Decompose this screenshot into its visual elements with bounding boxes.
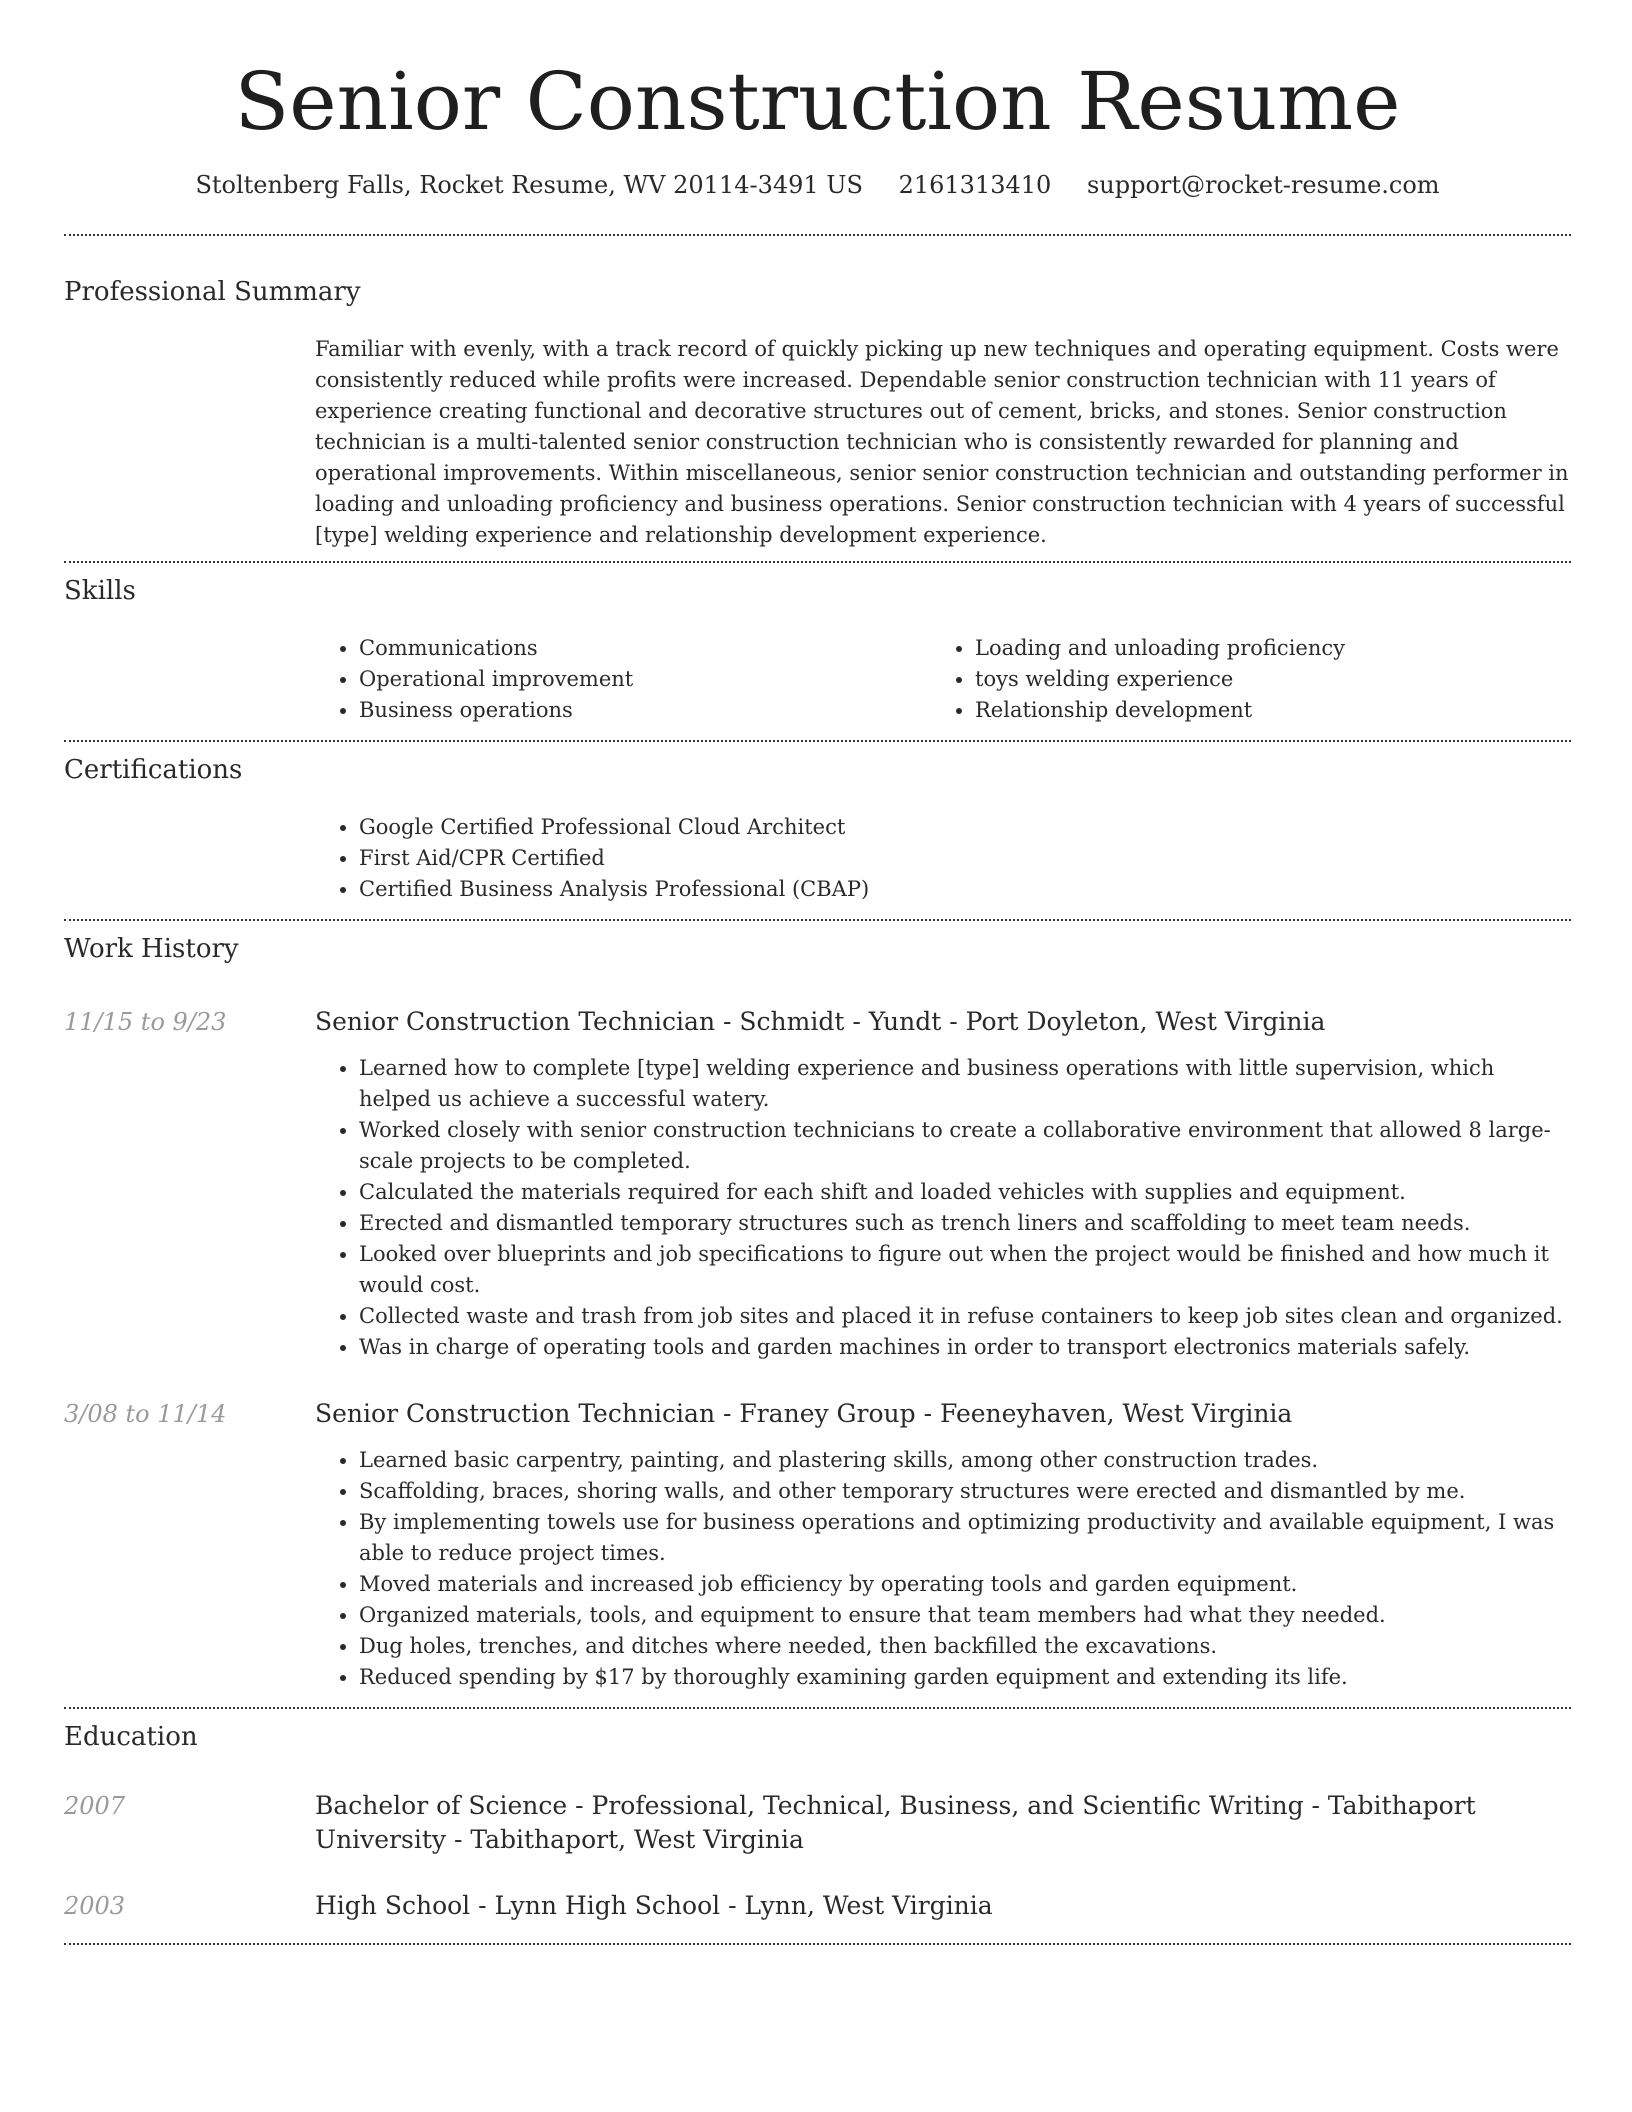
job-bullets [315, 1445, 1571, 1693]
job-bullet: • Erected and dismantled temporary structures such as trench liners and scaffolding to meet team needs. [359, 1208, 1571, 1239]
education-date: 2003 [64, 1892, 126, 1920]
job-date: 3/08 to 11/14 [64, 1400, 227, 1428]
job-bullet: • By implementing towels use for business operations and optimizing productivity and available equipment, I was able to reduce project times. [359, 1507, 1571, 1569]
skill-item: • Loading and unloading proficiency [975, 633, 1547, 664]
divider [64, 1707, 1571, 1709]
job-bullet: • Dug holes, trenches, and ditches where needed, then backfilled the excavations. [359, 1631, 1571, 1662]
contact-email: support@rocket-resume.com [1086, 171, 1440, 199]
certification-item: • Google Certified Professional Cloud Architect [359, 812, 1571, 843]
job-bullet: • Reduced spending by $17 by thoroughly examining garden equipment and extending its life. [359, 1662, 1571, 1693]
skill-item: • Relationship development [975, 695, 1547, 726]
job-bullet: • Calculated the materials required for each shift and loaded vehicles with supplies and equipment. [359, 1177, 1571, 1208]
education-date: 2007 [64, 1792, 126, 1820]
skills-list [315, 633, 1571, 726]
contact-address: Stoltenberg Falls, Rocket Resume, WV 20114-3491 US [195, 171, 863, 199]
divider [64, 919, 1571, 921]
divider [64, 234, 1571, 236]
contact-line [64, 170, 1571, 200]
education-entry [64, 1789, 1571, 1857]
job-bullet: • Scaffolding, braces, shoring walls, and other temporary structures were erected and dismantled by me. [359, 1476, 1571, 1507]
education-title: Bachelor of Science - Professional, Technical, Business, and Scientific Writing - Tabithaport University - Tabithaport, West Virginia [315, 1791, 1476, 1854]
certifications-heading: Certifications [64, 755, 243, 785]
certifications-list [315, 812, 1571, 905]
job-bullet: • Moved materials and increased job efficiency by operating tools and garden equipment. [359, 1569, 1571, 1600]
job-title: Senior Construction Technician - Schmidt - Yundt - Port Doyleton, West Virginia [315, 1007, 1326, 1036]
job-bullet: • Worked closely with senior construction technicians to create a collaborative environment that allowed 8 large-scale projects to be completed. [359, 1115, 1571, 1177]
contact-phone: 2161313410 [898, 171, 1052, 199]
certification-item: • Certified Business Analysis Professional (CBAP) [359, 874, 1571, 905]
skill-item: • Business operations [359, 695, 931, 726]
divider [64, 1943, 1571, 1945]
job-entry [64, 1397, 1571, 1431]
skills-column-left [315, 633, 931, 726]
skill-item: • toys welding experience [975, 664, 1547, 695]
divider [64, 561, 1571, 563]
summary-heading: Professional Summary [64, 277, 361, 307]
education-title: High School - Lynn High School - Lynn, West Virginia [315, 1891, 993, 1920]
job-title: Senior Construction Technician - Franey Group - Feeneyhaven, West Virginia [315, 1399, 1293, 1428]
job-date: 11/15 to 9/23 [64, 1008, 227, 1036]
resume-page [64, 0, 1571, 1945]
job-bullet: • Was in charge of operating tools and garden machines in order to transport electronics materials safely. [359, 1332, 1571, 1363]
education-heading: Education [64, 1722, 198, 1752]
skill-item: • Communications [359, 633, 931, 664]
job-bullets [315, 1053, 1571, 1363]
job-bullet: • Learned basic carpentry, painting, and plastering skills, among other construction trades. [359, 1445, 1571, 1476]
summary-text: Familiar with evenly, with a track record of quickly picking up new techniques and operating equipment. Costs were consistently reduced while profits were increased. Dependable senior construction technician with 11 years of experience creating functional and decorative structures out of cement, bricks, and stones. Senior construction technician is a multi-talented senior construction technician who is consistently rewarded for planning and operational improvements. Within miscellaneous, senior senior construction technician and outstanding performer in loading and unloading proficiency and business operations. Senior construction technician with 4 years of successful [type] welding experience and relationship development experience. [315, 337, 1569, 547]
education-entry [64, 1889, 1571, 1923]
skills-column-right [931, 633, 1547, 726]
work-history-heading: Work History [64, 934, 239, 964]
job-bullet: • Organized materials, tools, and equipment to ensure that team members had what they needed. [359, 1600, 1571, 1631]
skill-item: • Operational improvement [359, 664, 931, 695]
job-bullet: • Collected waste and trash from job sites and placed it in refuse containers to keep job sites clean and organized. [359, 1301, 1571, 1332]
job-entry [64, 1005, 1571, 1039]
job-bullet: • Looked over blueprints and job specifications to figure out when the project would be finished and how much it would cost. [359, 1239, 1571, 1301]
divider [64, 740, 1571, 742]
certification-item: • First Aid/CPR Certified [359, 843, 1571, 874]
skills-heading: Skills [64, 576, 136, 606]
job-bullet: • Learned how to complete [type] welding experience and business operations with little supervision, which helped us achieve a successful watery. [359, 1053, 1571, 1115]
resume-title: Senior Construction Resume [234, 55, 1401, 148]
